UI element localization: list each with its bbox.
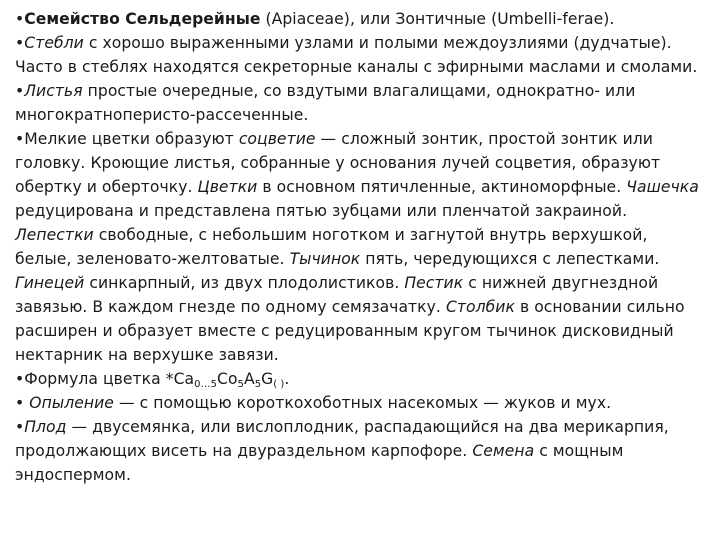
formula-subscript: 0…5 [194, 379, 218, 390]
family-name: Семейство Сельдерейные [24, 10, 261, 28]
formula-paragraph [15, 367, 708, 391]
pistil-term: Пестик [404, 274, 464, 292]
bullet: • [15, 34, 25, 52]
calyx-term: Чашечка [626, 178, 699, 196]
stamens-term: Тычинок [289, 250, 361, 268]
flowers-text: с нижней двугнездной завязью. В каждом гнезде по одному семязачатку. [15, 274, 659, 316]
flowers-text: синкарпный, из двух плодолистиков. [84, 274, 405, 292]
petals-term: Лепестки [15, 226, 94, 244]
formula-subscript: ( ) [273, 379, 285, 390]
stems-paragraph [15, 31, 708, 79]
formula-part: A [243, 370, 255, 388]
pollination-term: Опыление [29, 394, 114, 412]
formula-subscript: 5 [237, 379, 244, 390]
formula-subscript: 5 [254, 379, 262, 390]
pollination-paragraph [15, 391, 708, 415]
bullet: • [15, 394, 30, 412]
bullet: • [15, 82, 25, 100]
formula-part: G [261, 370, 274, 388]
formula-suffix: . [284, 370, 290, 388]
family-text: (Apiaceae), или Зонтичные (Umbelli-ferae). [260, 10, 615, 28]
flowers-term: Цветки [197, 178, 258, 196]
flowers-text: •Мелкие цветки образуют [15, 130, 239, 148]
flowers-text: — сложный зонтик, простой зонтик или головку. Кроющие листья, собранные у основания лучей соцветия, образуют обертку и оберточку. [15, 130, 661, 196]
family-paragraph [15, 7, 708, 31]
inflorescence-term: соцветие [238, 130, 316, 148]
pollination-text: — с помощью короткохоботных насекомых — жуков и мух. [113, 394, 612, 412]
formula-prefix: •Формула цветка *Ca [15, 370, 195, 388]
flowers-text: свободные, с небольшим ноготком и загнутой внутрь верхушкой, белые, зеленовато-желтоватые. [15, 226, 648, 268]
fruit-paragraph [15, 415, 708, 487]
leaves-text: простые очередные, со вздутыми влагалищами, однократно- или многократноперисто-рассеченные. [15, 82, 636, 124]
fruit-term: Плод [24, 418, 67, 436]
seeds-term: Семена [472, 442, 535, 460]
stems-term: Стебли [24, 34, 84, 52]
flowers-text: редуцирована и представлена пятью зубцами или пленчатой закраиной. [15, 202, 628, 220]
flowers-text: в основании сильно расширен и образует вместе с редуцированным кругом тычинок дисковидный нектарник на верхушке завязи. [15, 298, 685, 364]
flowers-text: в основном пятичленные, актиноморфные. [257, 178, 627, 196]
fruit-text: — двусемянка, или вислоплодник, распадающийся на два мерикарпия, продолжающих висеть на двураздельном карпофоре. [15, 418, 669, 460]
stems-text: с хорошо выраженными узлами и полыми междоузлиями (дудчатые). Часто в стеблях находятся секреторные каналы с эфирными маслами и смолами. [15, 34, 698, 76]
formula-part: Co [217, 370, 238, 388]
leaves-term: Листья [24, 82, 83, 100]
flowers-text: пять, чередующихся с лепестками. [360, 250, 660, 268]
style-term: Столбик [445, 298, 515, 316]
bullet: • [15, 10, 25, 28]
gynoecium-term: Гинецей [15, 274, 85, 292]
leaves-paragraph [15, 79, 708, 127]
flowers-paragraph [15, 127, 708, 367]
fruit-text: с мощным эндоспермом. [15, 442, 624, 484]
bullet: • [15, 418, 25, 436]
